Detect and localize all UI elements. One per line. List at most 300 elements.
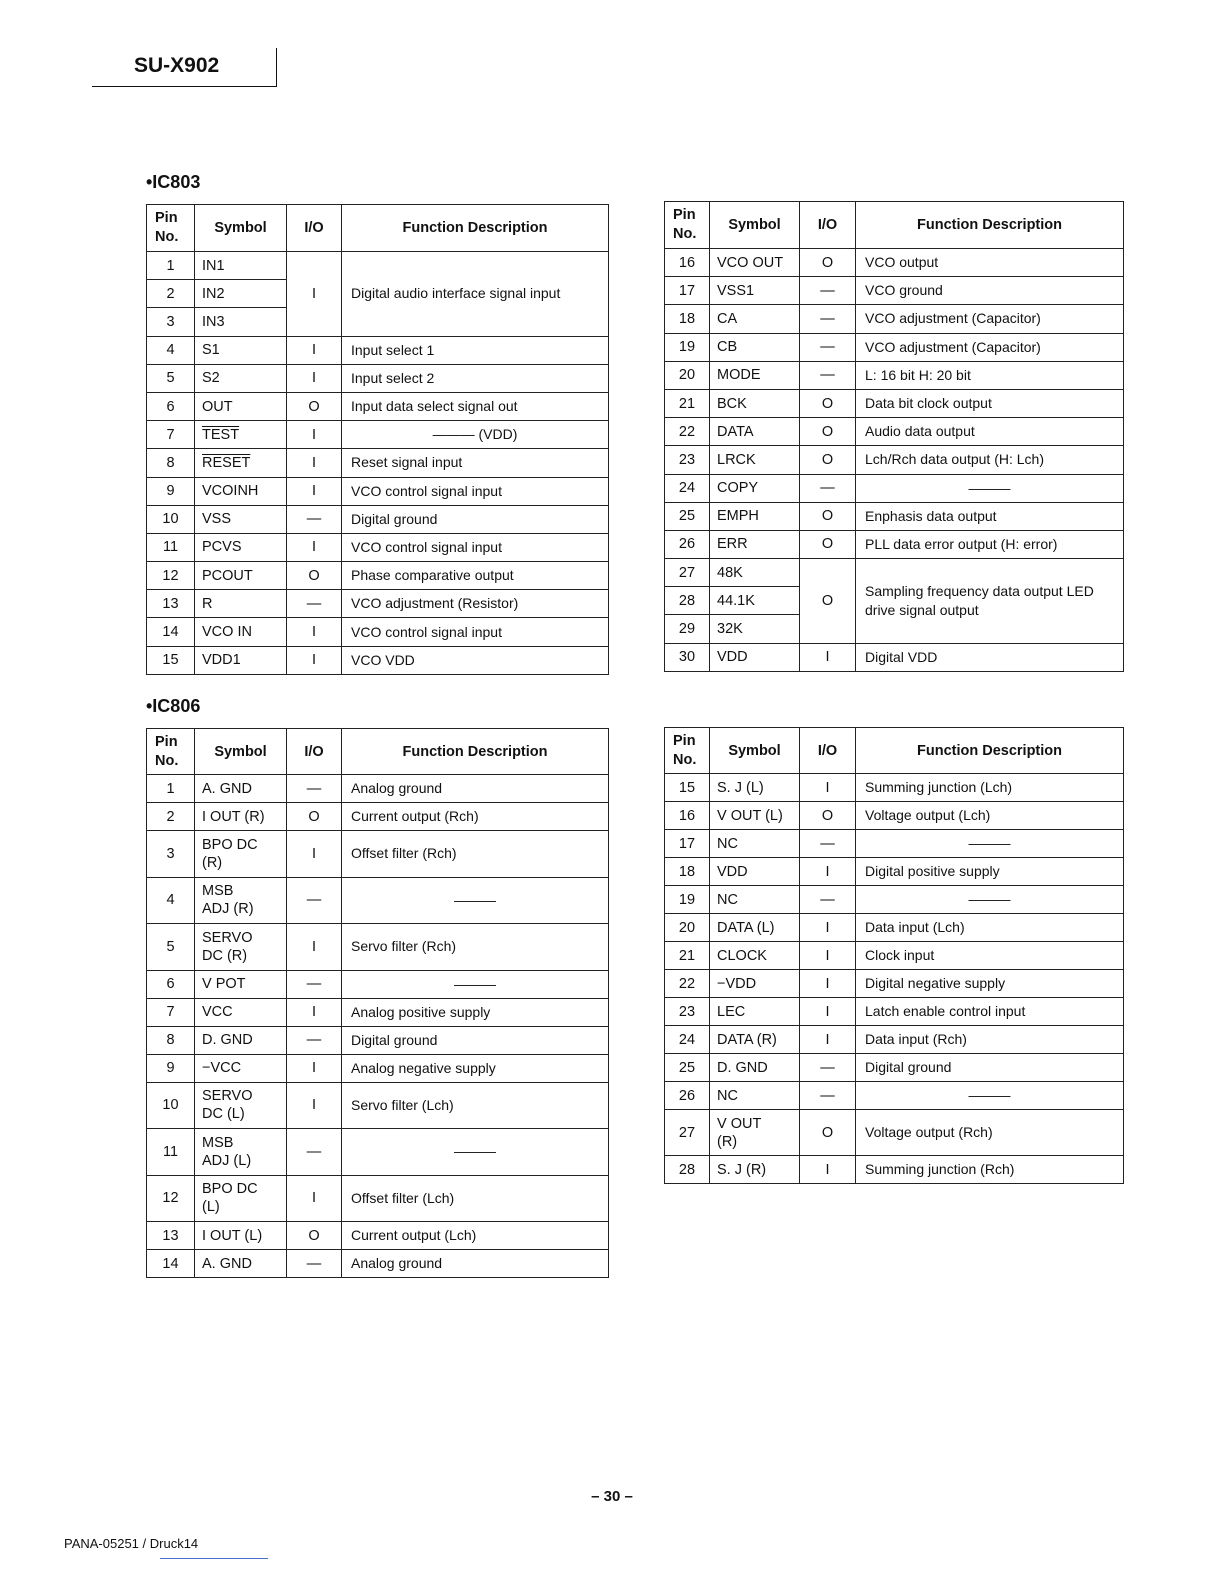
pin-function: Reset signal input: [342, 449, 609, 477]
pin-symbol: OUT: [195, 392, 287, 420]
pin-symbol: I OUT (R): [195, 803, 287, 831]
pin-row: [665, 914, 1124, 942]
pin-number: 27: [665, 559, 710, 587]
pin-row: [665, 418, 1124, 446]
pin-number: 15: [665, 774, 710, 802]
pin-io: —: [800, 361, 856, 389]
pin-function: Voltage output (Lch): [856, 802, 1124, 830]
pin-number: 11: [147, 1129, 195, 1176]
pin-io: I: [287, 618, 342, 646]
pin-row: [665, 277, 1124, 305]
pin-number: 2: [147, 280, 195, 308]
pin-number: 28: [665, 587, 710, 615]
pin-function: L: 16 bit H: 20 bit: [856, 361, 1124, 389]
pin-function: Offset filter (Lch): [342, 1175, 609, 1222]
pin-io: O: [800, 446, 856, 474]
pin-row: [147, 1222, 609, 1250]
pin-number: 25: [665, 1054, 710, 1082]
col-header-symbol: Symbol: [195, 729, 287, 775]
pin-row: [147, 775, 609, 803]
pin-number: 5: [147, 364, 195, 392]
pin-number: 18: [665, 858, 710, 886]
pin-symbol: IN1: [195, 252, 287, 280]
pin-symbol: 48K: [710, 559, 800, 587]
pin-io: —: [800, 333, 856, 361]
pin-symbol: VCO OUT: [710, 249, 800, 277]
pin-row: [147, 803, 609, 831]
pin-number: 24: [665, 474, 710, 502]
pin-io: —: [800, 305, 856, 333]
pin-io: —: [800, 1082, 856, 1110]
pin-row: [665, 559, 1124, 587]
pin-symbol: VCC: [195, 998, 287, 1026]
pin-row: [665, 1026, 1124, 1054]
pin-io: I: [287, 1082, 342, 1129]
pin-symbol: V OUT (R): [710, 1110, 800, 1156]
pin-symbol: 44.1K: [710, 587, 800, 615]
pin-function: Digital ground: [342, 1026, 609, 1054]
pin-number: 18: [665, 305, 710, 333]
pin-io: I: [287, 1175, 342, 1222]
pin-function: Offset filter (Rch): [342, 831, 609, 878]
pin-symbol: VCOINH: [195, 477, 287, 505]
pin-function: Servo filter (Rch): [342, 924, 609, 971]
pin-number: 4: [147, 877, 195, 924]
pin-symbol: VDD: [710, 858, 800, 886]
pin-symbol: MSB ADJ (R): [195, 877, 287, 924]
pin-row: [665, 333, 1124, 361]
pin-number: 13: [147, 590, 195, 618]
pin-symbol: COPY: [710, 474, 800, 502]
pin-function: Analog ground: [342, 775, 609, 803]
pin-symbol: R: [195, 590, 287, 618]
pin-row: [665, 502, 1124, 530]
pin-function: ———: [342, 877, 609, 924]
pin-symbol: S1: [195, 336, 287, 364]
pin-symbol: DATA (L): [710, 914, 800, 942]
col-header-function: Function Description: [342, 205, 609, 252]
pin-row: [147, 421, 609, 449]
pin-function: Digital positive supply: [856, 858, 1124, 886]
pin-row: [147, 877, 609, 924]
footer-underline: [160, 1558, 268, 1559]
pin-symbol: V POT: [195, 970, 287, 998]
pin-symbol: BPO DC (R): [195, 831, 287, 878]
pin-row: [147, 449, 609, 477]
pin-function: ———: [856, 830, 1124, 858]
pin-number: 16: [665, 802, 710, 830]
pin-number: 24: [665, 1026, 710, 1054]
pin-function: VCO control signal input: [342, 618, 609, 646]
pin-function: Input data select signal out: [342, 392, 609, 420]
pin-symbol: NC: [710, 830, 800, 858]
pin-symbol: MODE: [710, 361, 800, 389]
header-row: [147, 205, 609, 252]
pin-io: I: [800, 858, 856, 886]
pin-row: [147, 533, 609, 561]
col-header-pin: Pin No.: [665, 202, 710, 249]
pin-number: 23: [665, 998, 710, 1026]
pin-io: I: [800, 998, 856, 1026]
pin-function: Voltage output (Rch): [856, 1110, 1124, 1156]
pin-symbol: S. J (R): [710, 1156, 800, 1184]
pin-row: [665, 530, 1124, 558]
pin-row: [665, 830, 1124, 858]
header-row: [665, 728, 1124, 774]
pin-function: Digital audio interface signal input: [342, 252, 609, 337]
pin-io: I: [287, 533, 342, 561]
pin-function: Data bit clock output: [856, 389, 1124, 417]
pin-function: VCO control signal input: [342, 477, 609, 505]
col-header-function: Function Description: [856, 728, 1124, 774]
pin-io: O: [800, 502, 856, 530]
pin-io: I: [287, 252, 342, 337]
pin-symbol: 32K: [710, 615, 800, 643]
pin-function: Data input (Rch): [856, 1026, 1124, 1054]
col-header-io: I/O: [287, 729, 342, 775]
pin-number: 1: [147, 775, 195, 803]
pin-number: 14: [147, 1250, 195, 1278]
pin-symbol: VDD1: [195, 646, 287, 674]
pin-function: Summing junction (Lch): [856, 774, 1124, 802]
pin-number: 25: [665, 502, 710, 530]
pin-function: Data input (Lch): [856, 914, 1124, 942]
pin-function: ———: [342, 970, 609, 998]
pin-function: Summing junction (Rch): [856, 1156, 1124, 1184]
pin-symbol: D. GND: [710, 1054, 800, 1082]
col-header-pin: Pin No.: [147, 205, 195, 252]
pin-symbol: PCVS: [195, 533, 287, 561]
pin-io: I: [800, 774, 856, 802]
pin-io: O: [800, 389, 856, 417]
ic806-title: •IC806: [146, 696, 201, 716]
pin-io: —: [287, 505, 342, 533]
pin-symbol: A. GND: [195, 775, 287, 803]
pin-function: VCO adjustment (Resistor): [342, 590, 609, 618]
pin-io: —: [800, 1054, 856, 1082]
model-header: [92, 48, 277, 87]
pin-io: O: [800, 802, 856, 830]
pin-io: O: [800, 1110, 856, 1156]
pin-io: I: [800, 970, 856, 998]
pin-function: Current output (Rch): [342, 803, 609, 831]
pin-symbol: ERR: [710, 530, 800, 558]
pin-row: [665, 1110, 1124, 1156]
pin-function: Lch/Rch data output (H: Lch): [856, 446, 1124, 474]
col-header-symbol: Symbol: [710, 728, 800, 774]
pin-symbol: SERVO DC (R): [195, 924, 287, 971]
pin-number: 19: [665, 333, 710, 361]
pin-number: 2: [147, 803, 195, 831]
pin-number: 10: [147, 505, 195, 533]
pin-io: —: [287, 1129, 342, 1176]
pin-row: [147, 1026, 609, 1054]
pin-row: [147, 924, 609, 971]
pin-function: VCO control signal input: [342, 533, 609, 561]
pin-number: 16: [665, 249, 710, 277]
pin-io: O: [287, 392, 342, 420]
pin-number: 17: [665, 830, 710, 858]
pin-symbol: V OUT (L): [710, 802, 800, 830]
pin-number: 17: [665, 277, 710, 305]
pin-io: I: [287, 449, 342, 477]
pin-row: [147, 562, 609, 590]
pin-number: 19: [665, 886, 710, 914]
pin-symbol: VSS: [195, 505, 287, 533]
pin-row: [147, 1129, 609, 1176]
pin-function: ———: [856, 886, 1124, 914]
pin-io: O: [287, 803, 342, 831]
pin-number: 13: [147, 1222, 195, 1250]
pin-row: [665, 1156, 1124, 1184]
pin-symbol: BPO DC (L): [195, 1175, 287, 1222]
pin-row: [147, 998, 609, 1026]
pin-symbol: RESET: [195, 449, 287, 477]
pin-number: 26: [665, 530, 710, 558]
pin-number: 4: [147, 336, 195, 364]
pin-symbol: MSB ADJ (L): [195, 1129, 287, 1176]
pin-number: 12: [147, 1175, 195, 1222]
pin-function: VCO output: [856, 249, 1124, 277]
pin-symbol: SERVO DC (L): [195, 1082, 287, 1129]
pin-function: Sampling frequency data output LED drive signal output: [856, 559, 1124, 644]
pin-number: 15: [147, 646, 195, 674]
pin-row: [147, 392, 609, 420]
pin-number: 22: [665, 418, 710, 446]
pin-io: —: [287, 775, 342, 803]
pin-row: [147, 970, 609, 998]
pin-number: 27: [665, 1110, 710, 1156]
pin-number: 26: [665, 1082, 710, 1110]
pin-function: Analog positive supply: [342, 998, 609, 1026]
pin-function: Analog negative supply: [342, 1054, 609, 1082]
pin-symbol: IN3: [195, 308, 287, 336]
pin-symbol: D. GND: [195, 1026, 287, 1054]
model-number: SU-X902: [134, 54, 220, 77]
pin-number: 20: [665, 361, 710, 389]
pin-io: I: [800, 914, 856, 942]
col-header-function: Function Description: [342, 729, 609, 775]
ic806-table-left: [146, 728, 609, 1278]
pin-row: [147, 1175, 609, 1222]
footer-code: PANA-05251 / Druck14: [64, 1536, 199, 1551]
pin-function: PLL data error output (H: error): [856, 530, 1124, 558]
pin-symbol: EMPH: [710, 502, 800, 530]
pin-function: Phase comparative output: [342, 562, 609, 590]
pin-number: 21: [665, 942, 710, 970]
pin-row: [665, 1082, 1124, 1110]
pin-row: [665, 446, 1124, 474]
ic803-title: •IC803: [146, 172, 201, 192]
pin-number: 5: [147, 924, 195, 971]
pin-row: [665, 886, 1124, 914]
pin-io: I: [287, 336, 342, 364]
pin-row: [147, 336, 609, 364]
pin-io: —: [800, 277, 856, 305]
pin-function: Current output (Lch): [342, 1222, 609, 1250]
pin-number: 7: [147, 998, 195, 1026]
pin-io: O: [800, 530, 856, 558]
pin-function: ———: [342, 1129, 609, 1176]
pin-function: VCO adjustment (Capacitor): [856, 333, 1124, 361]
pin-row: [147, 1082, 609, 1129]
pin-row: [665, 970, 1124, 998]
pin-io: I: [800, 643, 856, 671]
pin-symbol: DATA: [710, 418, 800, 446]
pin-function: Servo filter (Lch): [342, 1082, 609, 1129]
pin-io: I: [800, 1026, 856, 1054]
pin-function: Digital ground: [342, 505, 609, 533]
pin-row: [147, 618, 609, 646]
pin-symbol: CA: [710, 305, 800, 333]
pin-number: 6: [147, 970, 195, 998]
pin-function: ———: [856, 474, 1124, 502]
pin-symbol: CLOCK: [710, 942, 800, 970]
pin-row: [665, 802, 1124, 830]
col-header-function: Function Description: [856, 202, 1124, 249]
col-header-io: I/O: [800, 728, 856, 774]
pin-number: 11: [147, 533, 195, 561]
pin-row: [147, 252, 609, 280]
page-number: – 30 –: [591, 1488, 633, 1505]
pin-io: —: [287, 1026, 342, 1054]
pin-row: [665, 998, 1124, 1026]
pin-number: 9: [147, 1054, 195, 1082]
pin-number: 20: [665, 914, 710, 942]
pin-number: 10: [147, 1082, 195, 1129]
pin-symbol: A. GND: [195, 1250, 287, 1278]
pin-number: 21: [665, 389, 710, 417]
pin-symbol: DATA (R): [710, 1026, 800, 1054]
pin-io: I: [287, 924, 342, 971]
pin-io: O: [800, 418, 856, 446]
pin-io: I: [287, 477, 342, 505]
pin-io: I: [287, 646, 342, 674]
pin-io: I: [287, 998, 342, 1026]
pin-function: VCO VDD: [342, 646, 609, 674]
col-header-io: I/O: [800, 202, 856, 249]
pin-symbol: VCO IN: [195, 618, 287, 646]
pin-symbol: S2: [195, 364, 287, 392]
pin-symbol: IN2: [195, 280, 287, 308]
pin-io: I: [287, 364, 342, 392]
pin-row: [147, 505, 609, 533]
pin-row: [147, 477, 609, 505]
pin-io: —: [287, 590, 342, 618]
pin-function: Analog ground: [342, 1250, 609, 1278]
pin-symbol: NC: [710, 1082, 800, 1110]
pin-symbol: LRCK: [710, 446, 800, 474]
pin-symbol: PCOUT: [195, 562, 287, 590]
pin-row: [665, 774, 1124, 802]
pin-row: [147, 1054, 609, 1082]
pin-number: 6: [147, 392, 195, 420]
pin-number: 7: [147, 421, 195, 449]
pin-symbol: NC: [710, 886, 800, 914]
pin-number: 22: [665, 970, 710, 998]
col-header-pin: Pin No.: [147, 729, 195, 775]
ic806-table-right: [664, 727, 1124, 1184]
col-header-pin: Pin No.: [665, 728, 710, 774]
pin-number: 14: [147, 618, 195, 646]
pin-io: —: [287, 970, 342, 998]
pin-io: O: [800, 249, 856, 277]
pin-io: —: [287, 877, 342, 924]
pin-function: Digital VDD: [856, 643, 1124, 671]
pin-symbol: VSS1: [710, 277, 800, 305]
pin-row: [665, 643, 1124, 671]
pin-function: Digital negative supply: [856, 970, 1124, 998]
pin-io: I: [800, 942, 856, 970]
pin-function: Enphasis data output: [856, 502, 1124, 530]
pin-row: [665, 1054, 1124, 1082]
pin-symbol: −VCC: [195, 1054, 287, 1082]
pin-function: Latch enable control input: [856, 998, 1124, 1026]
pin-symbol: LEC: [710, 998, 800, 1026]
pin-io: O: [287, 1222, 342, 1250]
pin-io: I: [287, 831, 342, 878]
pin-number: 8: [147, 1026, 195, 1054]
pin-row: [147, 590, 609, 618]
pin-row: [665, 249, 1124, 277]
pin-row: [665, 389, 1124, 417]
pin-row: [665, 942, 1124, 970]
pin-function: Audio data output: [856, 418, 1124, 446]
col-header-symbol: Symbol: [710, 202, 800, 249]
pin-row: [665, 474, 1124, 502]
pin-function: Input select 2: [342, 364, 609, 392]
pin-number: 28: [665, 1156, 710, 1184]
pin-number: 1: [147, 252, 195, 280]
pin-function: Input select 1: [342, 336, 609, 364]
pin-io: I: [287, 1054, 342, 1082]
ic803-table-right: [664, 201, 1124, 672]
pin-symbol: TEST: [195, 421, 287, 449]
pin-function: Clock input: [856, 942, 1124, 970]
pin-number: 12: [147, 562, 195, 590]
pin-symbol: CB: [710, 333, 800, 361]
pin-io: —: [800, 474, 856, 502]
pin-io: —: [287, 1250, 342, 1278]
pin-io: I: [800, 1156, 856, 1184]
pin-symbol: −VDD: [710, 970, 800, 998]
pin-symbol: S. J (L): [710, 774, 800, 802]
pin-io: O: [800, 559, 856, 644]
pin-number: 8: [147, 449, 195, 477]
pin-number: 3: [147, 831, 195, 878]
pin-row: [147, 831, 609, 878]
pin-row: [147, 1250, 609, 1278]
pin-number: 29: [665, 615, 710, 643]
pin-symbol: I OUT (L): [195, 1222, 287, 1250]
pin-symbol: BCK: [710, 389, 800, 417]
pin-number: 3: [147, 308, 195, 336]
col-header-io: I/O: [287, 205, 342, 252]
pin-row: [665, 361, 1124, 389]
header-row: [665, 202, 1124, 249]
pin-number: 23: [665, 446, 710, 474]
pin-io: —: [800, 886, 856, 914]
pin-function: VCO ground: [856, 277, 1124, 305]
pin-row: [665, 858, 1124, 886]
pin-function: ——— (VDD): [342, 421, 609, 449]
pin-function: Digital ground: [856, 1054, 1124, 1082]
pin-io: I: [287, 421, 342, 449]
pin-row: [147, 646, 609, 674]
pin-function: VCO adjustment (Capacitor): [856, 305, 1124, 333]
pin-row: [147, 364, 609, 392]
pin-io: O: [287, 562, 342, 590]
